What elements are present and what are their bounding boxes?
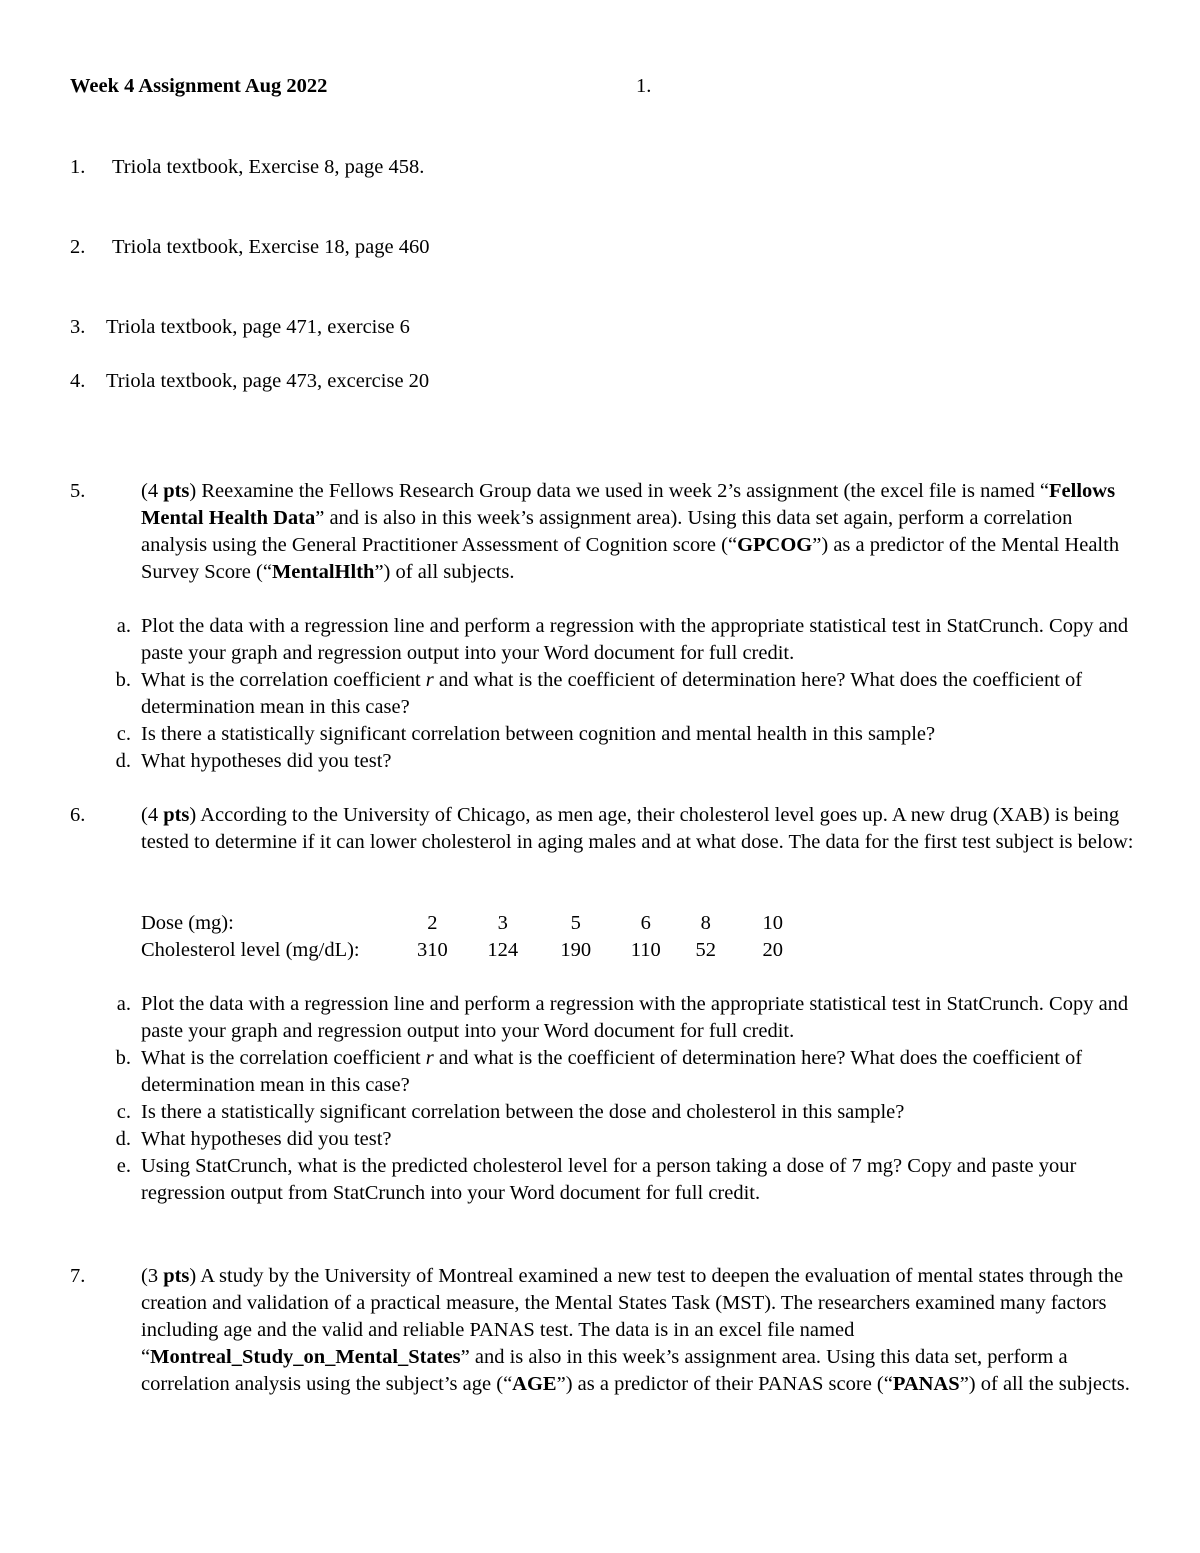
- item-text: Triola textbook, Exercise 8, page 458.: [112, 156, 425, 178]
- list-item: [70, 154, 425, 181]
- dose-row: [141, 910, 786, 937]
- item-text: Triola textbook, page 471, exercise 6: [106, 316, 410, 338]
- table-cell: 2: [427, 912, 438, 934]
- table-cell: 52: [695, 939, 716, 961]
- table-cell: 20: [762, 939, 783, 961]
- question-number: 7.: [70, 1265, 86, 1287]
- list-item: [70, 368, 430, 395]
- sub-question-c: c. Is there a statistically significant correlation between cognition and mental health in this sample?: [116, 723, 936, 745]
- table-cell: 6: [640, 912, 651, 934]
- page-number: 1.: [636, 75, 652, 97]
- sub-question-c: c. Is there a statistically significant correlation between the dose and cholesterol in this sample?: [116, 1101, 905, 1123]
- item-number: 3.: [70, 316, 86, 338]
- question-6-text: (4 pts) According to the University of Chicago, as men age, their cholesterol level goes up. A new drug (XAB) is being tested to determine if it can lower cholesterol in aging males and at what dose. The data for the first test subject is below:: [141, 804, 1134, 853]
- table-cell: 8: [700, 912, 711, 934]
- item-number: 1.: [70, 156, 86, 178]
- cholesterol-row: [141, 937, 786, 964]
- item-text: Triola textbook, page 473, excercise 20: [106, 370, 430, 392]
- item-number: 4.: [70, 370, 86, 392]
- sub-question-e: e. Using StatCrunch, what is the predicted cholesterol level for a person taking a dose of 7 mg? Copy and paste your regression output from StatCrunch into your Word document for full credit.: [116, 1155, 1077, 1204]
- sub-question-d: d. What hypotheses did you test?: [115, 1128, 392, 1150]
- table-cell: 10: [762, 912, 783, 934]
- table-cell: 5: [570, 912, 581, 934]
- sub-question-a: a. Plot the data with a regression line and perform a regression with the appropriate statistical test in StatCrunch. Copy and paste your graph and regression output into your Word document for full credit.: [116, 993, 1129, 1042]
- table-cell: 124: [487, 939, 519, 961]
- table-cell: 110: [630, 939, 661, 961]
- question-number: 5.: [70, 480, 86, 502]
- sub-question-b: b. What is the correlation coefficient r and what is the coefficient of determination here? What does the coefficient of determination mean in this case?: [115, 669, 1083, 718]
- dose-table: [141, 910, 786, 964]
- table-row-label: Cholesterol level (mg/dL):: [141, 939, 360, 961]
- question-5-text: (4 pts) Reexamine the Fellows Research Group data we used in week 2’s assignment (the excel file is named “Fellows Mental Health Data” and is also in this week’s assignment area). Using this data set again, perform a correlation analysis using the General Practitioner Assessment of Cognition score (“GPCOG”) as a predictor of the Mental Health Survey Score (“MentalHlth”) of all subjects.: [141, 480, 1120, 583]
- item-number: 2.: [70, 236, 86, 258]
- list-item: [70, 314, 410, 341]
- list-item: [70, 234, 430, 261]
- sub-question-a: a. Plot the data with a regression line and perform a regression with the appropriate statistical test in StatCrunch. Copy and paste your graph and regression output into your Word document for full credit.: [116, 615, 1129, 664]
- item-text: Triola textbook, Exercise 18, page 460: [112, 236, 430, 258]
- table-cell: 310: [417, 939, 448, 961]
- question-7-text: (3 pts) A study by the University of Montreal examined a new test to deepen the evaluation of mental states through the creation and validation of a practical measure, the Mental States Task (MST). The researchers examined many factors including age and the valid and reliable PANAS test. The data is in an excel file named “Montreal_Study_on_Mental_States” and is also in this week’s assignment area. Using this data set, perform a correlation analysis using the subject’s age (“AGE”) as a predictor of their PANAS score (“PANAS”) of all the subjects.: [141, 1265, 1130, 1395]
- question-number: 6.: [70, 804, 86, 826]
- document-title: Week 4 Assignment Aug 2022: [70, 75, 328, 97]
- table-row-label: Dose (mg):: [141, 912, 234, 934]
- table-cell: 3: [497, 912, 508, 934]
- table-cell: 190: [560, 939, 592, 961]
- sub-question-b: b. What is the correlation coefficient r and what is the coefficient of determination here? What does the coefficient of determination mean in this case?: [115, 1047, 1083, 1096]
- sub-question-d: d. What hypotheses did you test?: [115, 750, 392, 772]
